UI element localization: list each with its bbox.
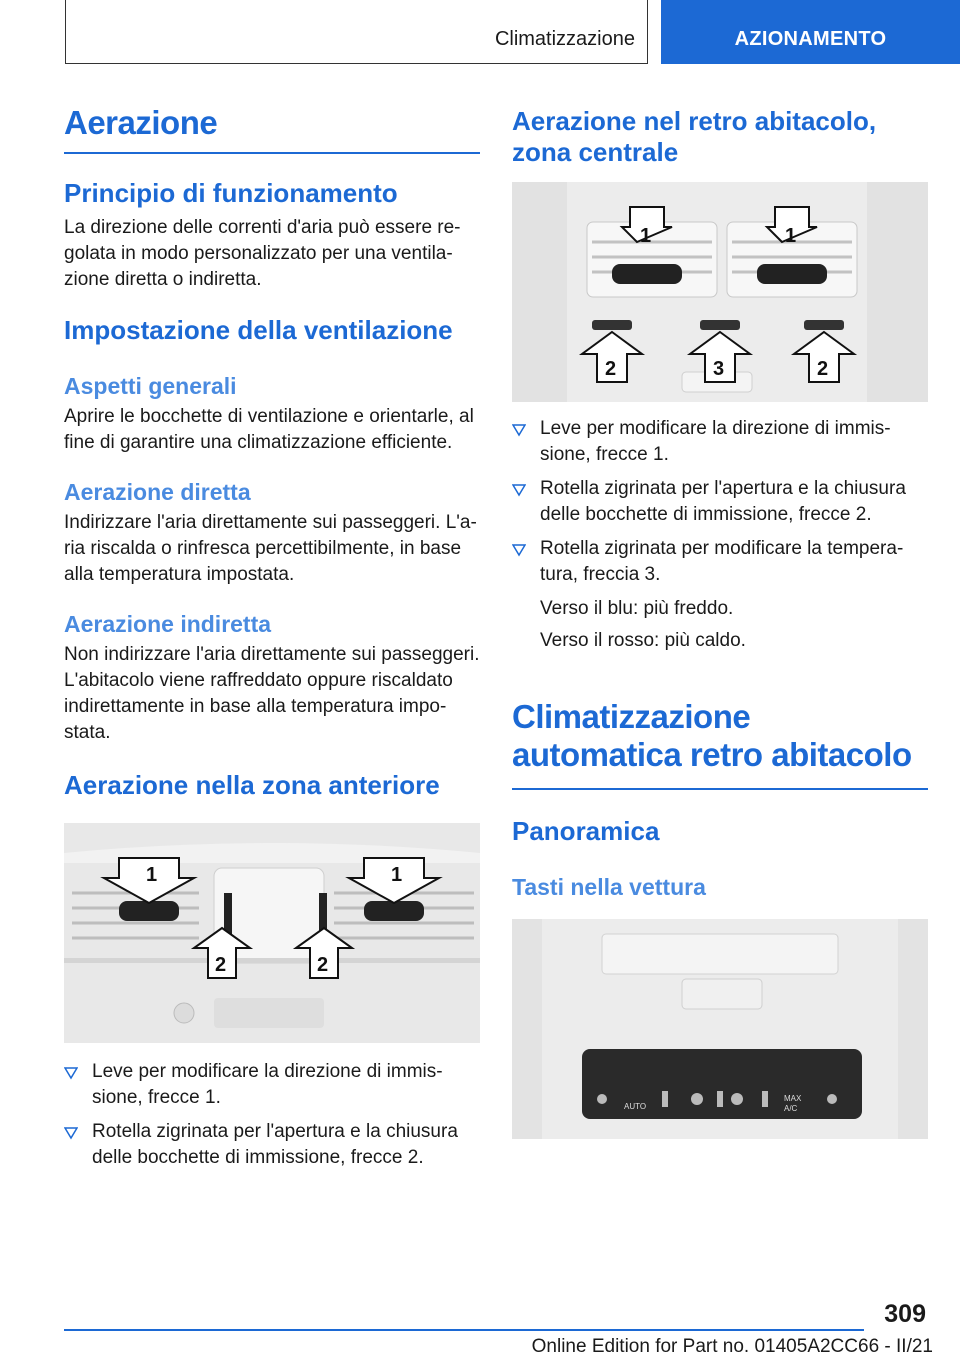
heading-aspetti: Aspetti generali [64,372,237,399]
heading-diretta: Aerazione diretta [64,478,251,505]
front-vents-illustration [64,823,480,1043]
triangle-bullet-icon [64,1126,78,1140]
figure-rear-panel [512,919,928,1139]
rear-vents-illustration [512,182,928,402]
triangle-bullet-icon [64,1066,78,1080]
list-item [512,476,928,528]
list-item-text: Leve per modificare la direzione di immis-sione, frecce 1. [540,418,891,465]
text-diretta: Indirizzare l'aria direttamente sui passeggeri. L'a-ria riscalda o rinfresca percettibilmente, in base alla temperatura impostata. [64,511,477,585]
list-item [64,1059,480,1111]
section-title: Climatizzazione [494,28,635,50]
right-column [512,100,928,1139]
heading-retro-centrale: Aerazione nel retro abitacolo, zona centrale [512,106,877,167]
header-chapter-tab [661,0,960,64]
panel-auto-label: AUTO [624,1101,647,1111]
text-aspetti: Aprire le bocchette di ventilazione e orientarle, al fine di garantire una climatizzazione efficiente. [64,405,474,453]
panel-max-label: MAX [784,1093,802,1103]
heading-impostazione: Impostazione della ventilazione [64,314,453,345]
left-column [64,100,480,1179]
text-principio: La direzione delle correnti d'aria può essere re-golata in modo personalizzato per una ventila-zione diretta o indiretta. [64,216,461,290]
heading-panoramica: Panoramica [512,815,660,846]
footer-edition: Online Edition for Part no. 01405A2CC66 - II/21 [531,1336,933,1357]
label-1-right: 1 [391,863,403,886]
triangle-bullet-icon [512,423,526,437]
list-item [512,536,928,588]
label-2-right: 2 [817,358,829,380]
sub-note-blue: Verso il blu: più freddo. [540,598,734,619]
rear-panel-illustration [512,919,928,1139]
heading-principio: Principio di funzionamento [64,177,398,208]
label-1-right: 1 [785,225,797,247]
list-item-text: Rotella zigrinata per modificare la tempera-tura, freccia 3. [540,538,904,585]
heading-rule [512,788,928,790]
rear-vents-list [512,416,928,588]
chapter-title: AZIONAMENTO [734,28,887,50]
panel-ac-label: A/C [784,1103,798,1113]
heading-rule [64,152,480,154]
sub-note-red: Verso il rosso: più caldo. [540,630,746,651]
label-2-left: 2 [215,953,227,976]
heading-aerazione: Aerazione [64,104,218,141]
heading-anteriore: Aerazione nella zona anteriore [64,769,440,800]
label-1-left: 1 [146,863,158,886]
list-item-text: Rotella zigrinata per l'apertura e la chiusura delle bocchette di immissione, frecce 2. [540,478,906,525]
figure-rear-vents [512,182,928,402]
heading-tasti: Tasti nella vettura [512,873,706,900]
figure-front-vents [64,823,480,1043]
label-2-left: 2 [605,358,617,380]
header-section-tab [65,0,648,64]
list-item-text: Rotella zigrinata per l'apertura e la chiusura delle bocchette di immissione, frecce 2. [92,1120,458,1168]
page-number: 309 [884,1300,926,1328]
list-item [64,1119,480,1171]
triangle-bullet-icon [512,543,526,557]
label-1-left: 1 [640,225,652,247]
heading-indiretta: Aerazione indiretta [64,610,272,637]
list-item-text: Leve per modificare la direzione di immis-sione, frecce 1. [92,1060,443,1108]
footer-rule [64,1329,864,1331]
front-vents-list [64,1059,480,1171]
label-3: 3 [713,358,725,380]
label-2-right: 2 [317,953,329,976]
triangle-bullet-icon [512,483,526,497]
list-item [512,416,928,468]
heading-clima-automatica: Climatizzazione automatica retro abitacolo [512,698,912,773]
text-indiretta: Non indirizzare l'aria direttamente sui passeggeri. L'abitacolo viene raffreddato oppure riscaldato indirettamente in base alla temperatura impo-stata. [64,643,480,743]
